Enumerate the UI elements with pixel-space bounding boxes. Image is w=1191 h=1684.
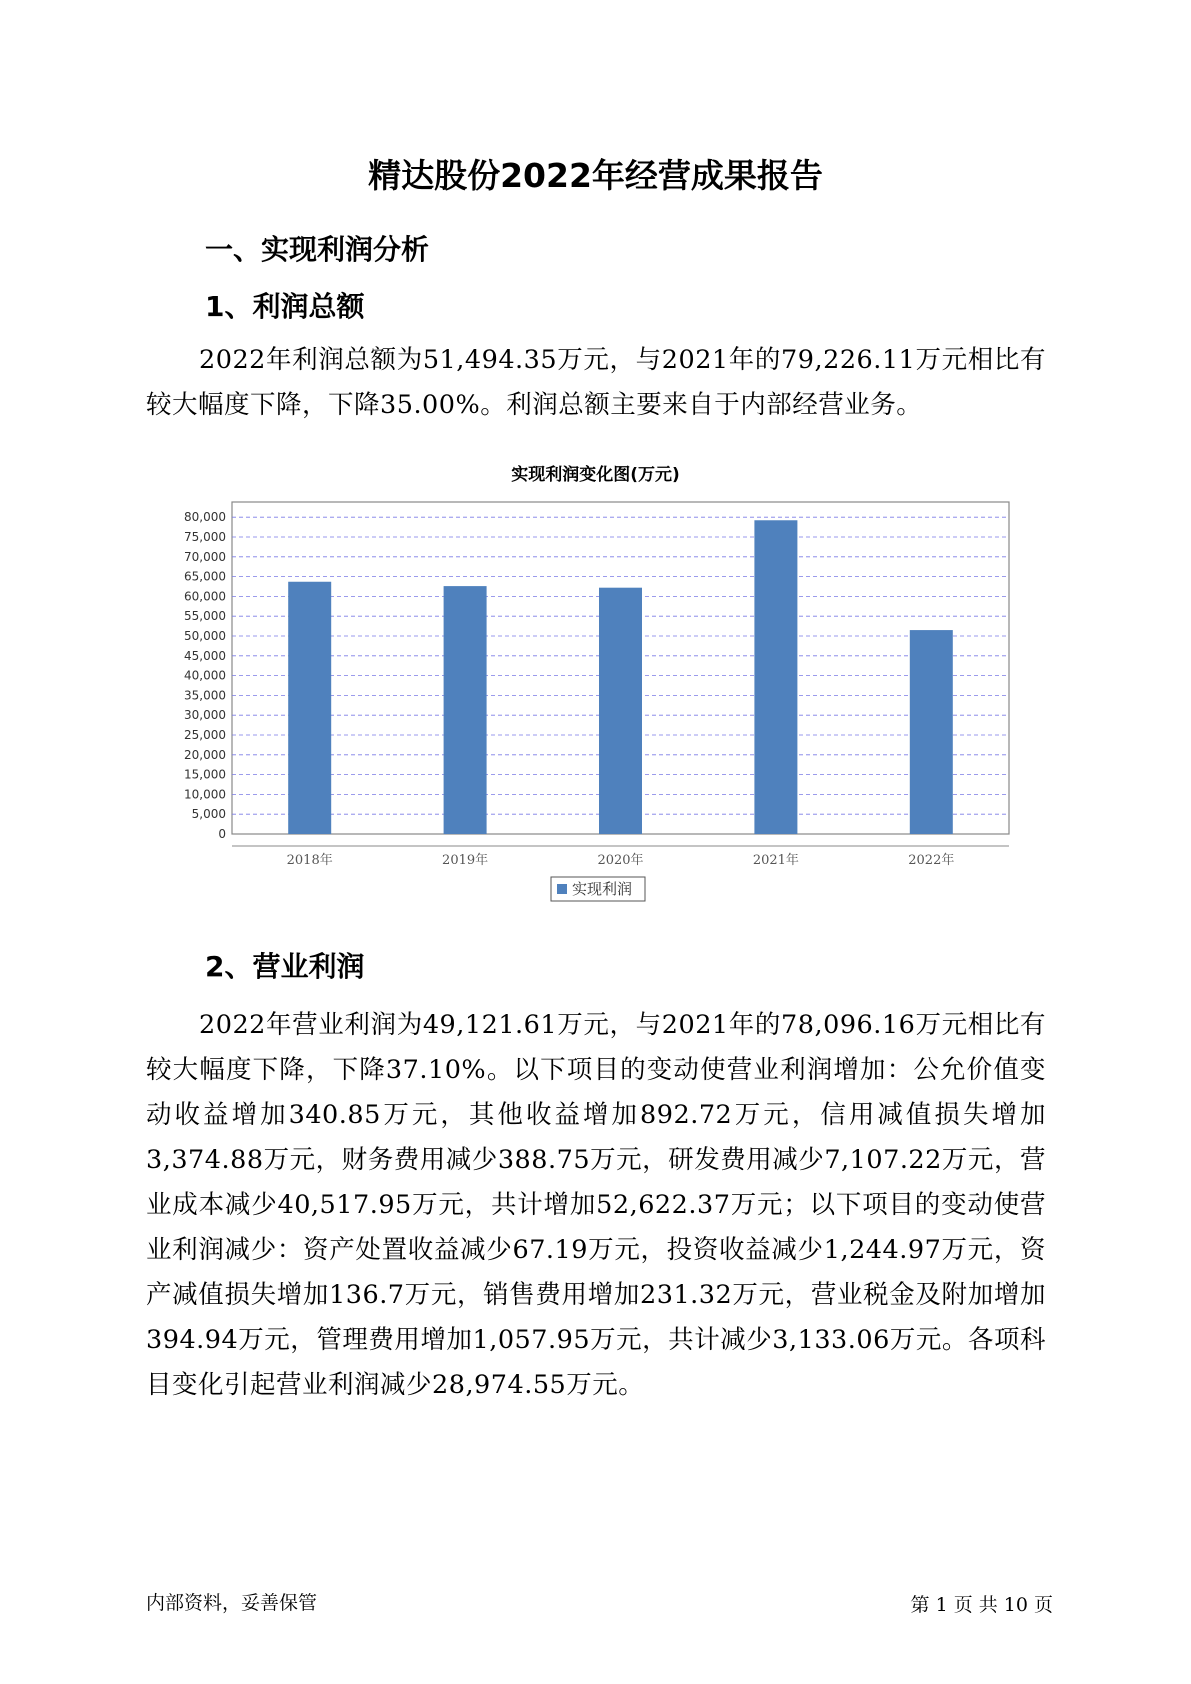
subheading-total-profit: 1、利润总额 bbox=[205, 290, 365, 323]
bar bbox=[754, 520, 797, 834]
y-tick-label: 75,000 bbox=[184, 530, 226, 544]
footer-confidential-note: 内部资料，妥善保管 bbox=[146, 1592, 318, 1614]
y-tick-label: 50,000 bbox=[184, 629, 226, 643]
footer-page-number: 第 1 页 共 10 页 bbox=[910, 1594, 1053, 1616]
y-tick-label: 70,000 bbox=[184, 549, 226, 564]
bar bbox=[599, 588, 642, 834]
y-tick-label: 80,000 bbox=[184, 510, 226, 525]
y-axis-ticks bbox=[184, 510, 226, 841]
chart-title: 实现利润变化图(万元) bbox=[511, 465, 680, 485]
y-tick-label: 0 bbox=[218, 827, 226, 841]
x-tick-label: 2020年 bbox=[597, 853, 644, 868]
y-tick-label: 65,000 bbox=[184, 569, 226, 584]
y-tick-label: 15,000 bbox=[184, 767, 226, 782]
x-axis-ticks bbox=[287, 852, 955, 868]
bar bbox=[910, 630, 953, 834]
y-tick-label: 5,000 bbox=[191, 807, 226, 822]
legend-label: 实现利润 bbox=[572, 880, 633, 898]
x-tick-label: 2019年 bbox=[442, 853, 489, 868]
paragraph-operating-profit: 2022年营业利润为49,121.61万元，与2021年的78,096.16万元相比有较大幅度下降，下降37.10%。以下项目的变动使营业利润增加：公允价值变动收益增加340.85万元，其他收益增加892.72万元，信用减值损失增加3,374.88万元，财务费用减少388.75万元，研发费用减少7,107.22万元，营业成本减少40,517.95万元，共计增加52,622.37万元；以下项目的变动使营业利润减少：资产处置收益减少67.19万元，投资收益减少1,244.97万元，资产减值损失增加136.7万元，销售费用增加231.32万元，营业税金及附加增加394.94万元，管理费用增加1,057.95万元，共计减少3,133.06万元。各项科目变化引起营业利润减少28,974.55万元。 bbox=[146, 1010, 1046, 1400]
document-title: 精达股份2022年经营成果报告 bbox=[368, 156, 823, 195]
subheading-operating-profit: 2、营业利润 bbox=[205, 950, 365, 983]
y-tick-label: 60,000 bbox=[184, 589, 226, 604]
bar bbox=[288, 582, 331, 834]
paragraph-total-profit: 2022年利润总额为51,494.35万元，与2021年的79,226.11万元相比有较大幅度下降，下降35.00%。利润总额主要来自于内部经营业务。 bbox=[146, 345, 1046, 420]
x-tick-label: 2022年 bbox=[908, 853, 955, 868]
section-heading-profit-analysis: 一、实现利润分析 bbox=[205, 233, 430, 266]
bar bbox=[444, 586, 487, 834]
y-tick-label: 45,000 bbox=[184, 648, 226, 663]
y-tick-label: 10,000 bbox=[184, 787, 226, 802]
x-tick-label: 2021年 bbox=[752, 853, 799, 868]
legend bbox=[551, 877, 645, 901]
legend-swatch bbox=[557, 884, 567, 894]
y-tick-label: 30,000 bbox=[184, 708, 226, 723]
y-tick-label: 20,000 bbox=[184, 747, 226, 762]
y-tick-label: 25,000 bbox=[184, 728, 226, 742]
y-tick-label: 55,000 bbox=[184, 609, 226, 624]
y-tick-label: 40,000 bbox=[184, 668, 226, 683]
x-tick-label: 2018年 bbox=[286, 853, 333, 868]
y-tick-label: 35,000 bbox=[184, 688, 226, 703]
